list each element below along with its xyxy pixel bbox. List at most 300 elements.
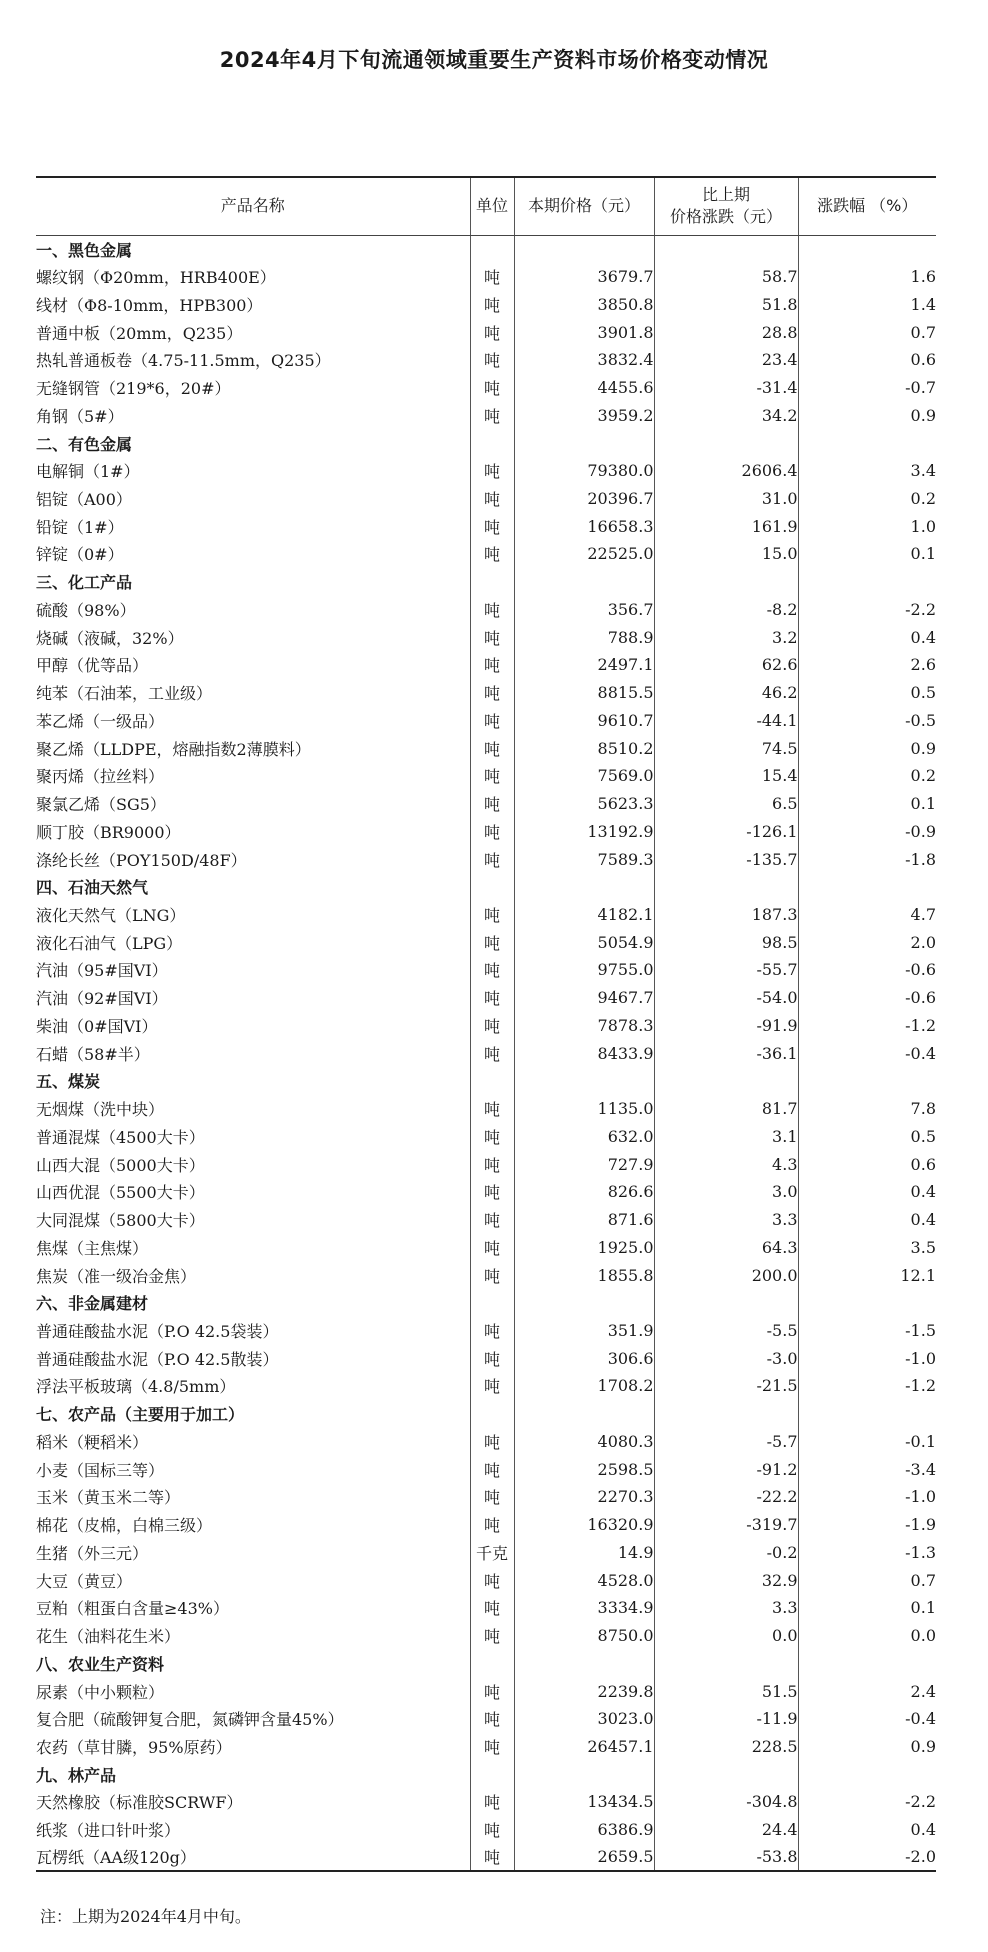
table-row	[36, 1261, 936, 1289]
unit-cell: 吨	[470, 290, 514, 318]
category-label: 四、石油天然气	[36, 878, 149, 898]
price-cell: 3832.4	[514, 346, 654, 374]
price-cell: 1925.0	[514, 1233, 654, 1261]
price-cell: 632.0	[514, 1123, 654, 1151]
pct-change-cell: 3.5	[798, 1233, 936, 1261]
price-cell: 6386.9	[514, 1816, 654, 1844]
table-row	[36, 263, 936, 291]
pct-change-cell: 0.7	[798, 318, 936, 346]
product-name-cell: 热轧普通板卷（4.75-11.5mm，Q235）	[36, 351, 331, 371]
price-cell: 1855.8	[514, 1261, 654, 1289]
price-change-cell: 6.5	[654, 790, 798, 818]
product-name-cell: 烧碱（液碱，32%）	[36, 628, 184, 648]
price-cell: 7569.0	[514, 762, 654, 790]
unit-cell: 吨	[470, 1261, 514, 1289]
category-empty-cell	[470, 235, 514, 263]
product-name-cell: 柴油（0#国VI）	[36, 1016, 158, 1036]
category-row	[36, 1289, 936, 1317]
pct-change-cell: 0.1	[798, 1594, 936, 1622]
pct-change-cell: -1.8	[798, 845, 936, 873]
product-name-cell: 汽油（95#国VI）	[36, 961, 168, 981]
unit-cell: 吨	[470, 318, 514, 346]
pct-change-cell: 12.1	[798, 1261, 936, 1289]
pct-change-cell: -1.2	[798, 1372, 936, 1400]
price-cell: 3334.9	[514, 1594, 654, 1622]
unit-cell: 吨	[470, 1483, 514, 1511]
category-row	[36, 873, 936, 901]
table-row	[36, 1539, 936, 1567]
category-label: 九、林产品	[36, 1765, 117, 1785]
table-row	[36, 956, 936, 984]
pct-change-cell: -0.4	[798, 1039, 936, 1067]
table-row	[36, 290, 936, 318]
category-label: 六、非金属建材	[36, 1294, 149, 1314]
product-name-cell: 涤纶长丝（POY150D/48F）	[36, 850, 247, 870]
price-change-cell: 4.3	[654, 1150, 798, 1178]
price-change-cell: 58.7	[654, 263, 798, 291]
table-row	[36, 984, 936, 1012]
pct-change-cell: -1.2	[798, 1012, 936, 1040]
price-change-cell: 200.0	[654, 1261, 798, 1289]
unit-cell: 吨	[470, 1372, 514, 1400]
category-empty-cell	[470, 1067, 514, 1095]
product-name-cell: 顺丁胶（BR9000）	[36, 822, 181, 842]
price-change-cell: -53.8	[654, 1844, 798, 1872]
category-row	[36, 1649, 936, 1677]
category-empty-cell	[470, 1289, 514, 1317]
table-row	[36, 1344, 936, 1372]
product-name-cell: 普通混煤（4500大卡）	[36, 1127, 205, 1147]
table-row	[36, 1455, 936, 1483]
product-name-cell: 山西优混（5500大卡）	[36, 1183, 205, 1203]
price-change-cell: -44.1	[654, 706, 798, 734]
category-empty-cell	[798, 1760, 936, 1788]
col-header-change-line2: 价格涨跌（元）	[669, 207, 782, 227]
price-change-cell: 2606.4	[654, 457, 798, 485]
unit-cell: 吨	[470, 762, 514, 790]
category-row	[36, 1400, 936, 1428]
pct-change-cell: 1.4	[798, 290, 936, 318]
category-row	[36, 1760, 936, 1788]
table-row	[36, 1178, 936, 1206]
pct-change-cell: -1.0	[798, 1483, 936, 1511]
product-name-cell: 生猪（外三元）	[36, 1543, 149, 1563]
price-change-cell: -135.7	[654, 845, 798, 873]
product-name-cell: 大豆（黄豆）	[36, 1571, 133, 1591]
price-cell: 2270.3	[514, 1483, 654, 1511]
category-row	[36, 235, 936, 263]
price-change-cell: 34.2	[654, 401, 798, 429]
category-label: 七、农产品（主要用于加工）	[36, 1405, 245, 1425]
category-empty-cell	[514, 429, 654, 457]
pct-change-cell: 0.2	[798, 762, 936, 790]
product-name-cell: 纸浆（进口针叶浆）	[36, 1821, 181, 1841]
category-empty-cell	[654, 235, 798, 263]
pct-change-cell: -0.6	[798, 956, 936, 984]
unit-cell: 吨	[470, 956, 514, 984]
col-header-change-line1: 比上期	[701, 185, 750, 205]
unit-cell: 吨	[470, 457, 514, 485]
product-name-cell: 普通硅酸盐水泥（P.O 42.5散装）	[36, 1349, 279, 1369]
unit-cell: 吨	[470, 263, 514, 291]
unit-cell: 吨	[470, 485, 514, 513]
table-row	[36, 1705, 936, 1733]
unit-cell: 吨	[470, 651, 514, 679]
category-empty-cell	[798, 429, 936, 457]
table-row	[36, 1788, 936, 1816]
price-cell: 788.9	[514, 623, 654, 651]
price-cell: 3959.2	[514, 401, 654, 429]
product-name-cell: 小麦（国标三等）	[36, 1460, 165, 1480]
unit-cell: 吨	[470, 596, 514, 624]
price-change-cell: -36.1	[654, 1039, 798, 1067]
product-name-cell: 液化天然气（LNG）	[36, 905, 186, 925]
unit-cell: 吨	[470, 1705, 514, 1733]
category-row	[36, 429, 936, 457]
price-cell: 5623.3	[514, 790, 654, 818]
price-cell: 306.6	[514, 1344, 654, 1372]
price-change-cell: -31.4	[654, 374, 798, 402]
price-change-cell: 3.1	[654, 1123, 798, 1151]
price-change-cell: -126.1	[654, 817, 798, 845]
price-cell: 2659.5	[514, 1844, 654, 1872]
unit-cell: 吨	[470, 1095, 514, 1123]
unit-cell: 吨	[470, 706, 514, 734]
category-label: 三、化工产品	[36, 573, 133, 593]
price-cell: 2497.1	[514, 651, 654, 679]
col-header-unit: 单位	[470, 177, 514, 235]
category-empty-cell	[654, 568, 798, 596]
category-empty-cell	[798, 568, 936, 596]
price-change-cell: -22.2	[654, 1483, 798, 1511]
price-cell: 20396.7	[514, 485, 654, 513]
unit-cell: 吨	[470, 845, 514, 873]
price-change-cell: -21.5	[654, 1372, 798, 1400]
pct-change-cell: 0.1	[798, 540, 936, 568]
page-title: 2024年4月下旬流通领域重要生产资料市场价格变动情况	[219, 48, 769, 72]
unit-cell: 吨	[470, 1788, 514, 1816]
unit-cell: 吨	[470, 540, 514, 568]
pct-change-cell: -1.3	[798, 1539, 936, 1567]
price-change-cell: 187.3	[654, 901, 798, 929]
table-row	[36, 1123, 936, 1151]
pct-change-cell: 0.4	[798, 1206, 936, 1234]
unit-cell: 吨	[470, 1677, 514, 1705]
table-header-row	[36, 177, 936, 235]
unit-cell: 吨	[470, 1178, 514, 1206]
pct-change-cell: 2.6	[798, 651, 936, 679]
price-cell: 356.7	[514, 596, 654, 624]
price-change-cell: 228.5	[654, 1733, 798, 1761]
unit-cell: 吨	[470, 374, 514, 402]
price-change-cell: -319.7	[654, 1511, 798, 1539]
table-row	[36, 1317, 936, 1345]
unit-cell: 吨	[470, 1594, 514, 1622]
category-empty-cell	[514, 235, 654, 263]
product-name-cell: 线材（Φ8-10mm，HPB300）	[36, 295, 263, 315]
price-change-cell: 64.3	[654, 1233, 798, 1261]
price-change-cell: 81.7	[654, 1095, 798, 1123]
price-cell: 4455.6	[514, 374, 654, 402]
price-change-cell: 98.5	[654, 928, 798, 956]
product-name-cell: 花生（油料花生米）	[36, 1627, 181, 1647]
table-row	[36, 1233, 936, 1261]
table-row	[36, 679, 936, 707]
table-row	[36, 1012, 936, 1040]
unit-cell: 吨	[470, 1844, 514, 1872]
table-row	[36, 540, 936, 568]
price-cell: 3023.0	[514, 1705, 654, 1733]
table-row	[36, 596, 936, 624]
category-empty-cell	[654, 429, 798, 457]
product-name-cell: 汽油（92#国VI）	[36, 989, 168, 1009]
price-change-cell: 15.0	[654, 540, 798, 568]
price-cell: 14.9	[514, 1539, 654, 1567]
category-row	[36, 1067, 936, 1095]
pct-change-cell: -3.4	[798, 1455, 936, 1483]
table-row	[36, 651, 936, 679]
category-empty-cell	[654, 873, 798, 901]
product-name-cell: 纯苯（石油苯，工业级）	[36, 684, 213, 704]
table-row	[36, 1483, 936, 1511]
pct-change-cell: 0.5	[798, 679, 936, 707]
table-row	[36, 1372, 936, 1400]
category-empty-cell	[514, 568, 654, 596]
price-change-cell: 24.4	[654, 1816, 798, 1844]
price-cell: 4182.1	[514, 901, 654, 929]
unit-cell: 吨	[470, 1733, 514, 1761]
table-row	[36, 845, 936, 873]
category-empty-cell	[514, 1760, 654, 1788]
price-cell: 4080.3	[514, 1428, 654, 1456]
product-name-cell: 聚氯乙烯（SG5）	[36, 795, 166, 815]
pct-change-cell: -1.0	[798, 1344, 936, 1372]
pct-change-cell: 0.2	[798, 485, 936, 513]
table-row	[36, 1150, 936, 1178]
product-name-cell: 铝锭（A00）	[36, 489, 132, 509]
unit-cell: 吨	[470, 1566, 514, 1594]
price-change-cell: -11.9	[654, 1705, 798, 1733]
category-empty-cell	[654, 1649, 798, 1677]
product-name-cell: 螺纹钢（Φ20mm，HRB400E）	[36, 268, 276, 288]
product-name-cell: 豆粕（粗蛋白含量≥43%）	[36, 1599, 229, 1619]
pct-change-cell: 0.4	[798, 1816, 936, 1844]
unit-cell: 吨	[470, 734, 514, 762]
category-empty-cell	[470, 1400, 514, 1428]
product-name-cell: 石蜡（58#半）	[36, 1044, 150, 1064]
product-name-cell: 山西大混（5000大卡）	[36, 1155, 205, 1175]
pct-change-cell: -2.2	[798, 596, 936, 624]
price-cell: 1135.0	[514, 1095, 654, 1123]
table-row	[36, 346, 936, 374]
category-empty-cell	[470, 429, 514, 457]
product-name-cell: 稻米（粳稻米）	[36, 1432, 149, 1452]
price-cell: 9467.7	[514, 984, 654, 1012]
price-change-cell: 3.0	[654, 1178, 798, 1206]
category-empty-cell	[798, 1649, 936, 1677]
unit-cell: 吨	[470, 1317, 514, 1345]
table-row	[36, 1622, 936, 1650]
category-empty-cell	[514, 1289, 654, 1317]
category-empty-cell	[798, 1067, 936, 1095]
price-change-cell: 0.0	[654, 1622, 798, 1650]
product-name-cell: 铅锭（1#）	[36, 517, 124, 537]
category-empty-cell	[514, 1067, 654, 1095]
unit-cell: 吨	[470, 623, 514, 651]
table-row	[36, 817, 936, 845]
category-empty-cell	[470, 873, 514, 901]
unit-cell: 吨	[470, 1123, 514, 1151]
product-name-cell: 尿素（中小颗粒）	[36, 1682, 165, 1702]
product-name-cell: 锌锭（0#）	[36, 545, 124, 565]
pct-change-cell: -0.9	[798, 817, 936, 845]
unit-cell: 吨	[470, 1206, 514, 1234]
table-row	[36, 318, 936, 346]
category-label: 一、黑色金属	[36, 240, 133, 260]
unit-cell: 吨	[470, 790, 514, 818]
product-name-cell: 无缝钢管（219*6，20#）	[36, 379, 231, 399]
unit-cell: 吨	[470, 1012, 514, 1040]
pct-change-cell: 0.9	[798, 401, 936, 429]
product-name-cell: 角钢（5#）	[36, 406, 124, 426]
table-row	[36, 1844, 936, 1872]
price-cell: 16658.3	[514, 512, 654, 540]
price-change-cell: -5.5	[654, 1317, 798, 1345]
product-name-cell: 天然橡胶（标准胶SCRWF）	[36, 1793, 243, 1813]
product-name-cell: 瓦楞纸（AA级120g）	[36, 1844, 470, 1872]
pct-change-cell: 7.8	[798, 1095, 936, 1123]
price-change-cell: -3.0	[654, 1344, 798, 1372]
price-cell: 871.6	[514, 1206, 654, 1234]
price-cell: 1708.2	[514, 1372, 654, 1400]
col-header-change	[654, 177, 798, 235]
footnote: 注：上期为2024年4月中旬。	[40, 1907, 251, 1926]
pct-change-cell: 0.1	[798, 790, 936, 818]
table-row	[36, 1816, 936, 1844]
table-row	[36, 485, 936, 513]
table-row	[36, 901, 936, 929]
price-change-cell: -304.8	[654, 1788, 798, 1816]
price-change-cell: 23.4	[654, 346, 798, 374]
table-row	[36, 1511, 936, 1539]
unit-cell: 吨	[470, 984, 514, 1012]
category-empty-cell	[798, 1289, 936, 1317]
price-cell: 3901.8	[514, 318, 654, 346]
price-cell: 7589.3	[514, 845, 654, 873]
product-name-cell: 农药（草甘膦，95%原药）	[36, 1738, 232, 1758]
category-empty-cell	[798, 235, 936, 263]
price-cell: 13434.5	[514, 1788, 654, 1816]
pct-change-cell: -0.4	[798, 1705, 936, 1733]
price-cell: 3679.7	[514, 263, 654, 291]
category-label: 二、有色金属	[36, 434, 133, 454]
price-cell: 4528.0	[514, 1566, 654, 1594]
unit-cell: 吨	[470, 1511, 514, 1539]
table-row	[36, 1039, 936, 1067]
table-row	[36, 734, 936, 762]
price-change-cell: -0.2	[654, 1539, 798, 1567]
product-name-cell: 大同混煤（5800大卡）	[36, 1211, 205, 1231]
price-table	[36, 176, 936, 1872]
price-change-cell: 3.3	[654, 1594, 798, 1622]
product-name-cell: 焦炭（准一级冶金焦）	[36, 1266, 197, 1286]
price-change-cell: -55.7	[654, 956, 798, 984]
category-empty-cell	[470, 1760, 514, 1788]
price-cell: 16320.9	[514, 1511, 654, 1539]
pct-change-cell: 0.7	[798, 1566, 936, 1594]
table-row	[36, 623, 936, 651]
category-empty-cell	[654, 1067, 798, 1095]
table-row	[36, 1677, 936, 1705]
product-name-cell: 焦煤（主焦煤）	[36, 1238, 149, 1258]
pct-change-cell: -2.2	[798, 1788, 936, 1816]
product-name-cell: 聚乙烯（LLDPE，熔融指数2薄膜料）	[36, 739, 311, 759]
price-cell: 727.9	[514, 1150, 654, 1178]
pct-change-cell: 1.0	[798, 512, 936, 540]
price-cell: 8510.2	[514, 734, 654, 762]
pct-change-cell: 3.4	[798, 457, 936, 485]
pct-change-cell: -0.5	[798, 706, 936, 734]
price-change-cell: 62.6	[654, 651, 798, 679]
col-header-price: 本期价格（元）	[514, 177, 654, 235]
price-cell: 8815.5	[514, 679, 654, 707]
price-change-cell: 51.5	[654, 1677, 798, 1705]
price-cell: 8433.9	[514, 1039, 654, 1067]
category-empty-cell	[470, 1649, 514, 1677]
unit-cell: 吨	[470, 346, 514, 374]
price-change-cell: -54.0	[654, 984, 798, 1012]
category-empty-cell	[654, 1400, 798, 1428]
pct-change-cell: 2.0	[798, 928, 936, 956]
price-change-cell: 74.5	[654, 734, 798, 762]
price-cell: 8750.0	[514, 1622, 654, 1650]
price-cell: 3850.8	[514, 290, 654, 318]
price-change-cell: 46.2	[654, 679, 798, 707]
table-row	[36, 790, 936, 818]
table-row	[36, 457, 936, 485]
pct-change-cell: 0.4	[798, 1178, 936, 1206]
table-row	[36, 1095, 936, 1123]
price-change-cell: -91.9	[654, 1012, 798, 1040]
unit-cell: 吨	[470, 1344, 514, 1372]
table-row	[36, 1206, 936, 1234]
table-row	[36, 1594, 936, 1622]
price-cell: 826.6	[514, 1178, 654, 1206]
table-row	[36, 401, 936, 429]
category-empty-cell	[470, 568, 514, 596]
unit-cell: 吨	[470, 901, 514, 929]
unit-cell: 吨	[470, 1428, 514, 1456]
price-change-cell: 31.0	[654, 485, 798, 513]
unit-cell: 吨	[470, 1622, 514, 1650]
pct-change-cell: -0.7	[798, 374, 936, 402]
product-name-cell: 硫酸（98%）	[36, 600, 136, 620]
category-empty-cell	[514, 873, 654, 901]
pct-change-cell: -2.0	[798, 1844, 936, 1872]
product-name-cell: 聚丙烯（拉丝料）	[36, 767, 165, 787]
pct-change-cell: -1.5	[798, 1317, 936, 1345]
unit-cell: 吨	[470, 928, 514, 956]
price-change-cell: 15.4	[654, 762, 798, 790]
pct-change-cell: -1.9	[798, 1511, 936, 1539]
product-name-cell: 液化石油气（LPG）	[36, 933, 183, 953]
category-empty-cell	[798, 873, 936, 901]
table-row	[36, 928, 936, 956]
price-change-cell: 3.3	[654, 1206, 798, 1234]
pct-change-cell: -0.6	[798, 984, 936, 1012]
category-empty-cell	[798, 1400, 936, 1428]
unit-cell: 吨	[470, 512, 514, 540]
